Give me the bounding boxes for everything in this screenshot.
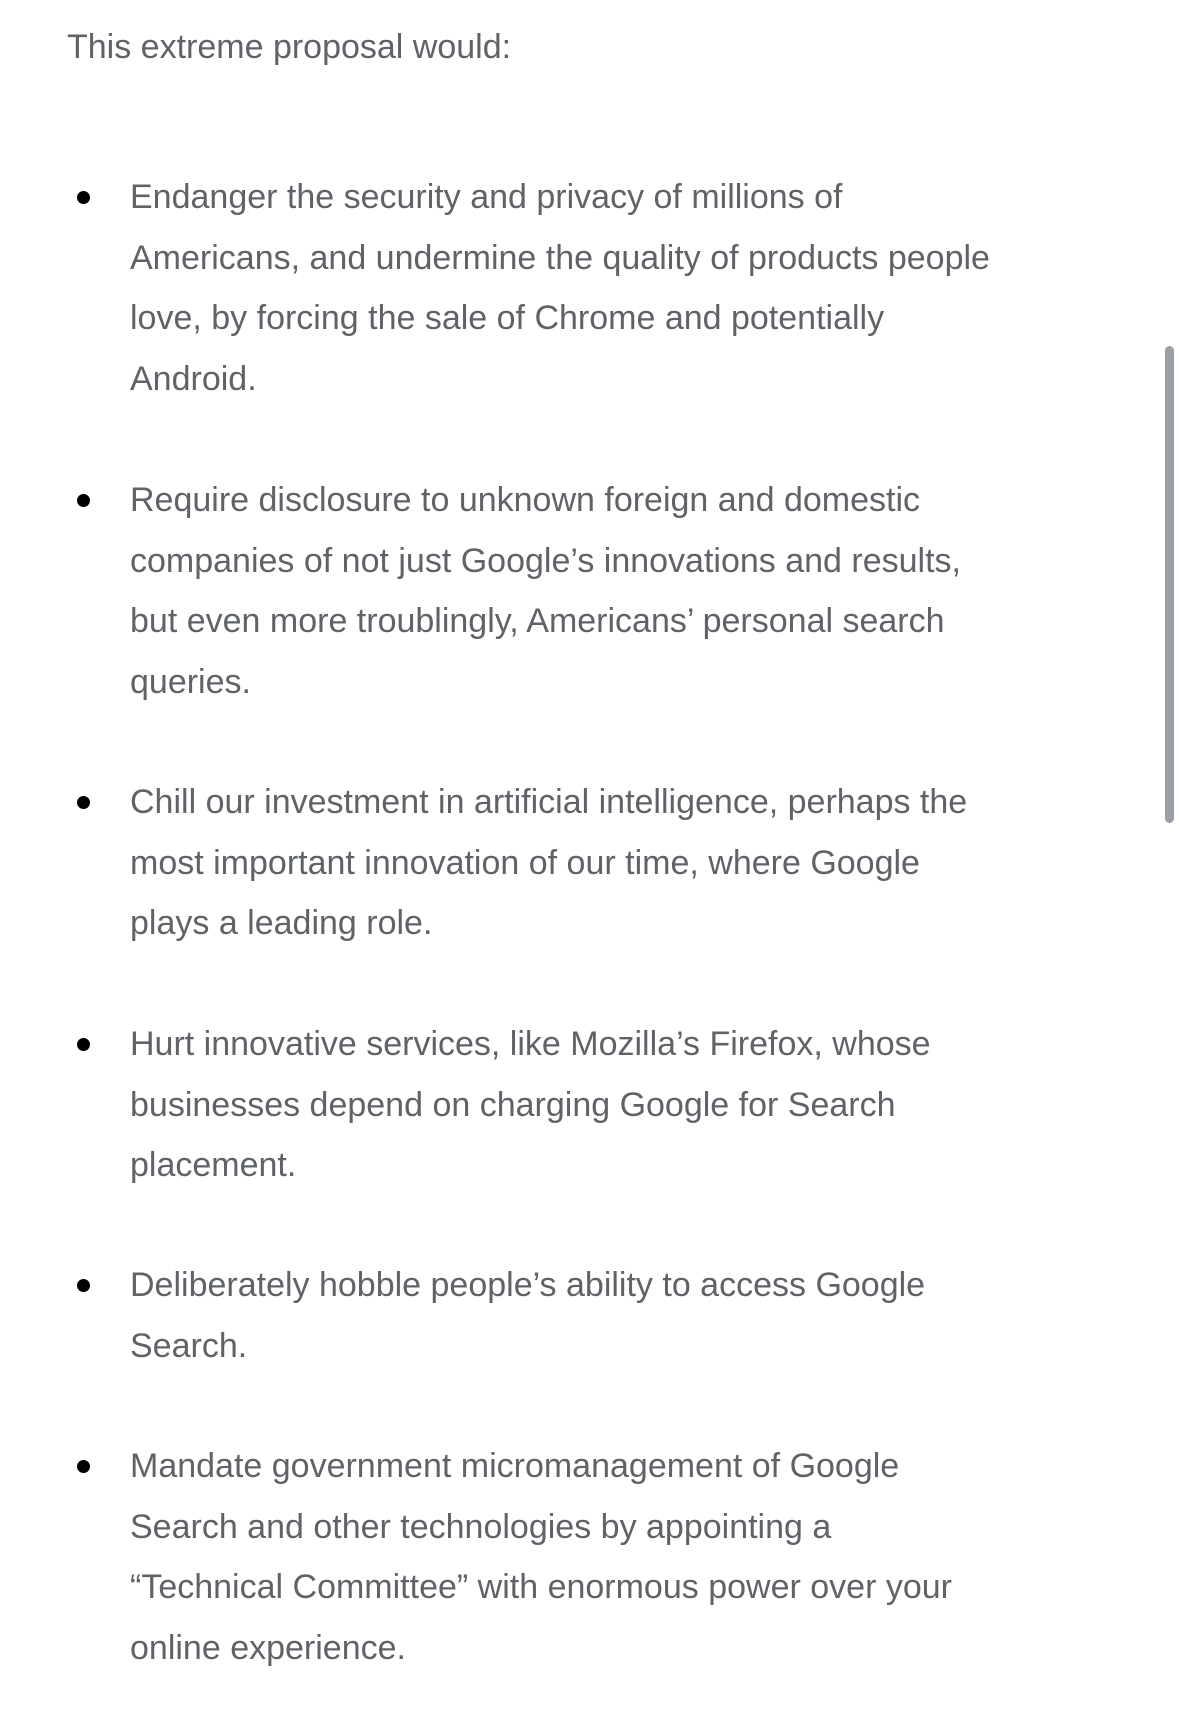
list-item-text: Hurt innovative services, like Mozilla’s Firefox, whose businesses depend on charging Google for Search placement. bbox=[130, 1025, 931, 1184]
list-item-text: Deliberately hobble people’s ability to access Google Search. bbox=[130, 1266, 926, 1365]
list-item-text: Endanger the security and privacy of millions of Americans, and undermine the quality of products people love, by forcing the sale of Chrome and potentially Android. bbox=[130, 178, 990, 398]
list-item-text: Require disclosure to unknown foreign and domestic companies of not just Google’s innovations and results, but even more troublingly, Americans’ personal search queries. bbox=[130, 481, 961, 701]
bullet-icon bbox=[77, 1460, 90, 1473]
list-item-text: Chill our investment in artificial intelligence, perhaps the most important innovation of our time, where Google plays a leading role. bbox=[130, 783, 968, 942]
list-item-text: Mandate government micromanagement of Google Search and other technologies by appointing a “Technical Committee” with enormous power over your online experience. bbox=[130, 1447, 952, 1667]
bullet-icon bbox=[77, 796, 90, 809]
scrollbar-thumb[interactable] bbox=[1165, 346, 1174, 823]
bullet-icon bbox=[77, 191, 90, 204]
bullet-icon bbox=[77, 494, 90, 507]
intro-paragraph: This extreme proposal would: bbox=[67, 28, 512, 66]
bullet-icon bbox=[77, 1038, 90, 1051]
scrollbar-track[interactable] bbox=[1159, 0, 1179, 1721]
bullet-icon bbox=[77, 1279, 90, 1292]
